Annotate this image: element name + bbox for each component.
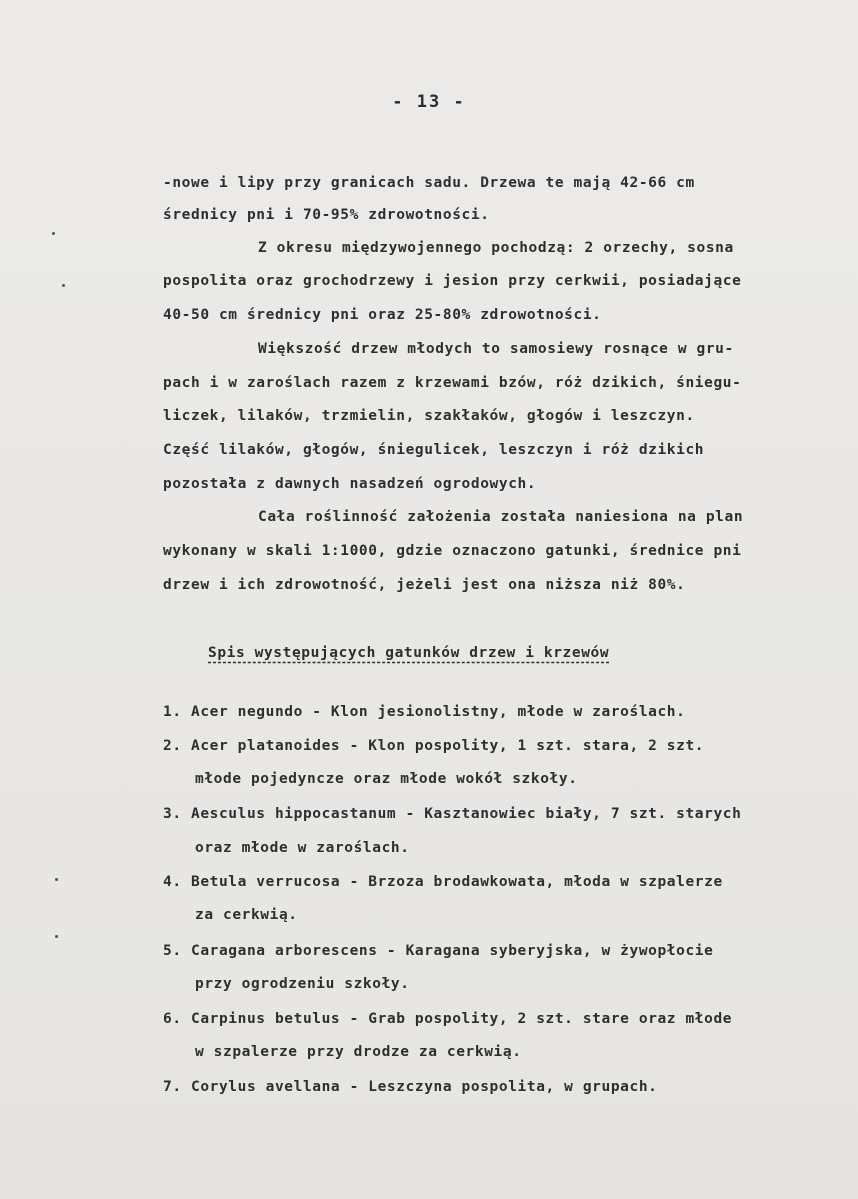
list-item: 6. Carpinus betulus - Grab pospolity, 2 szt. stare oraz młode — [163, 1011, 733, 1027]
list-item: 7. Corylus avellana - Leszczyna pospolita, w grupach. — [163, 1079, 658, 1095]
body-line: Z okresu międzywojennego pochodzą: 2 orzechy, sosna — [258, 240, 734, 256]
body-line: Cała roślinność założenia została naniesiona na plan — [258, 509, 744, 525]
body-line: drzew i ich zdrowotność, jeżeli jest ona niższa niż 80%. — [163, 577, 686, 593]
scan-speck — [55, 935, 58, 938]
scan-speck — [62, 284, 65, 287]
body-line: średnicy pni i 70-95% zdrowotności. — [163, 207, 490, 223]
body-line: wykonany w skali 1:1000, gdzie oznaczono gatunki, średnice pni — [163, 543, 742, 559]
list-item-continuation: w szpalerze przy drodze za cerkwią. — [195, 1044, 522, 1060]
body-line: Część lilaków, głogów, śniegulicek, leszczyn i róż dzikich — [163, 442, 705, 458]
body-line: pospolita oraz grochodrzewy i jesion przy cerkwii, posiadające — [163, 273, 742, 289]
body-line: 40-50 cm średnicy pni oraz 25-80% zdrowotności. — [163, 307, 602, 323]
section-heading: Spis występujących gatunków drzew i krzewów — [208, 645, 610, 661]
list-item-continuation: oraz młode w zaroślach. — [195, 840, 410, 856]
list-item: 4. Betula verrucosa - Brzoza brodawkowata, młoda w szpalerze — [163, 874, 723, 890]
list-item-continuation: przy ogrodzeniu szkoły. — [195, 976, 410, 992]
list-item: 1. Acer negundo - Klon jesionolistny, młode w zaroślach. — [163, 704, 686, 720]
list-item-continuation: młode pojedyncze oraz młode wokół szkoły. — [195, 771, 578, 787]
list-item-continuation: za cerkwią. — [195, 907, 298, 923]
scan-speck — [55, 878, 58, 881]
body-line: liczek, lilaków, trzmielin, szakłaków, głogów i leszczyn. — [163, 408, 695, 424]
scan-speck — [52, 232, 55, 235]
body-line: Większość drzew młodych to samosiewy rosnące w gru- — [258, 341, 734, 357]
body-line: -nowe i lipy przy granicach sadu. Drzewa te mają 42-66 cm — [163, 175, 695, 191]
list-item: 2. Acer platanoides - Klon pospolity, 1 szt. stara, 2 szt. — [163, 738, 705, 754]
list-item: 5. Caragana arborescens - Karagana syberyjska, w żywopłocie — [163, 943, 714, 959]
body-line: pozostała z dawnych nasadzeń ogrodowych. — [163, 476, 537, 492]
list-item: 3. Aesculus hippocastanum - Kasztanowiec biały, 7 szt. starych — [163, 806, 742, 822]
body-line: pach i w zaroślach razem z krzewami bzów, róż dzikich, śniegu- — [163, 375, 742, 391]
page-number: - 13 - — [392, 92, 466, 112]
